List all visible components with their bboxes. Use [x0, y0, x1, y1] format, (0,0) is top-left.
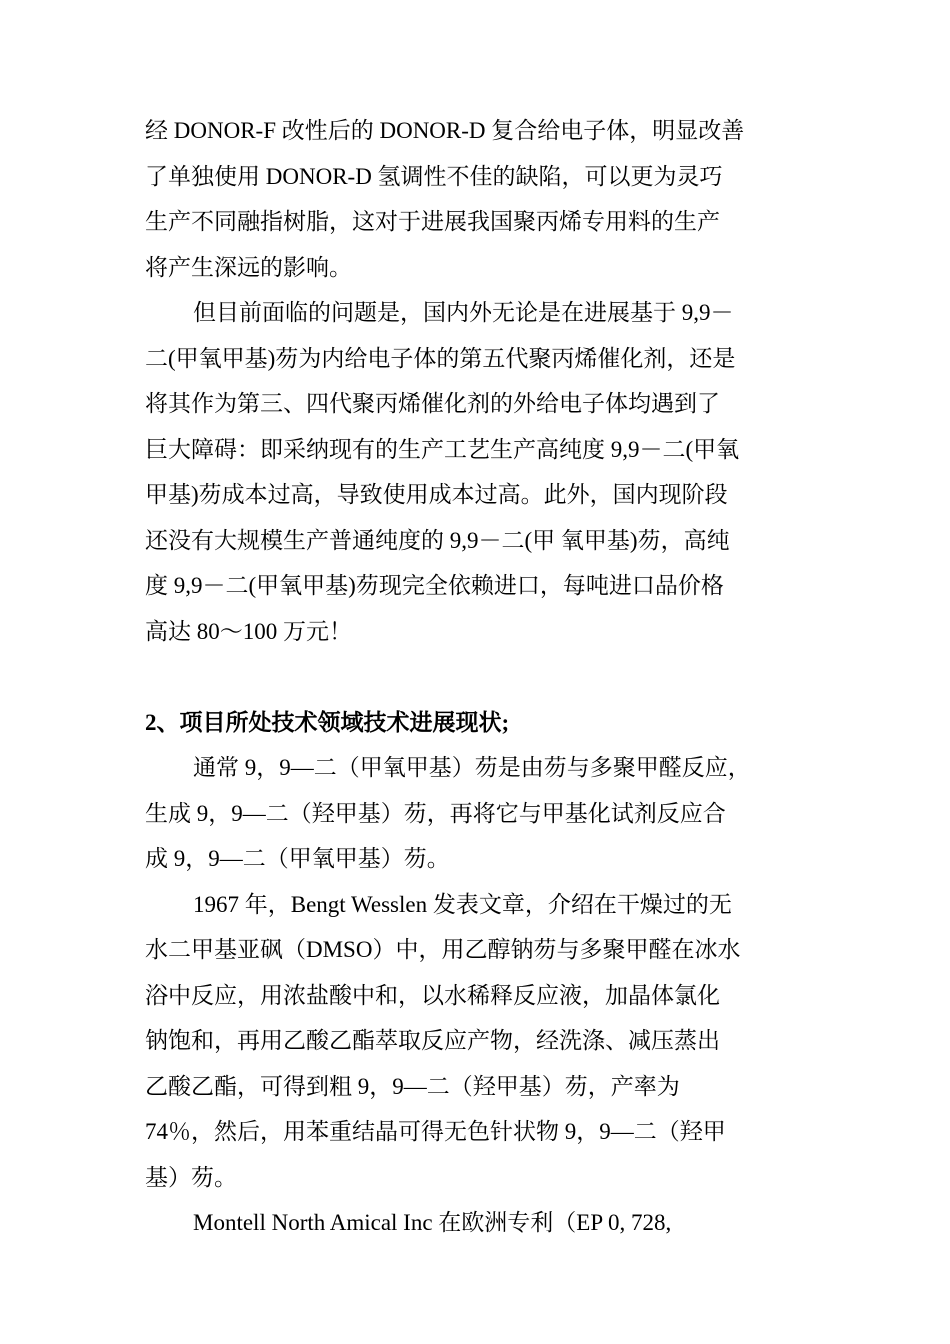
- paragraph-4-line-6: 74％，然后，用苯重结晶可得无色针状物 9，9—二（羟甲: [145, 1119, 726, 1144]
- section-heading: 2、项目所处技术领域技术进展现状;: [145, 709, 510, 735]
- paragraph-2-line-1: 但目前面临的问题是，国内外无论是在进展基于 9,9－: [193, 300, 734, 325]
- paragraph-4-line-3: 浴中反应，用浓盐酸中和，以水稀释反应液，加晶体氯化: [145, 982, 720, 1008]
- paragraph-2-line-8: 高达 80～100 万元！: [145, 618, 352, 644]
- paragraph-3-line-2: 生成 9，9—二（羟甲基）芴，再将它与甲基化试剂反应合: [145, 800, 726, 826]
- paragraph-2-line-5: 甲基)芴成本过高，导致使用成本过高。此外，国内现阶段: [145, 482, 728, 507]
- paragraph-4-line-5: 乙酸乙酯，可得到粗 9，9—二（羟甲基）芴，产率为: [145, 1073, 680, 1099]
- paragraph-2-line-6: 还没有大规模生产普通纯度的 9,9－二(甲 氧甲基)芴，高纯: [145, 527, 730, 553]
- paragraph-2-line-3: 将其作为第三、四代聚丙烯催化剂的外给电子体均遇到了: [145, 391, 720, 416]
- paragraph-1-line-4: 将产生深远的影响。: [145, 254, 352, 280]
- paragraph-2-line-4: 巨大障碍：即采纳现有的生产工艺生产高纯度 9,9－二(甲氧: [145, 436, 740, 462]
- paragraph-1-line-1: 经 DONOR-F 改性后的 DONOR-D 复合给电子体，明显改善: [145, 118, 745, 143]
- paragraph-4-line-7: 基）芴。: [145, 1164, 237, 1190]
- paragraph-3-line-1: 通常 9，9—二（甲氧甲基）芴是由芴与多聚甲醛反应，: [193, 755, 751, 780]
- document-body: [145, 108, 807, 1246]
- paragraph-4-line-1: 1967 年，Bengt Wesslen 发表文章，介绍在干燥过的无: [193, 891, 732, 917]
- blank-line: [145, 654, 807, 700]
- paragraph-3-line-3: 成 9，9—二（甲氧甲基）芴。: [145, 846, 450, 871]
- paragraph-5-line-1: Montell North Amical Inc 在欧洲专利（EP 0, 728,: [193, 1210, 672, 1235]
- paragraph-1-line-2: 了单独使用 DONOR-D 氢调性不佳的缺陷，可以更为灵巧: [145, 163, 723, 189]
- paragraph-4-line-2: 水二甲基亚砜（DMSO）中，用乙醇钠芴与多聚甲醛在冰水: [145, 937, 741, 962]
- paragraph-2-line-7: 度 9,9－二(甲氧甲基)芴现完全依赖进口，每吨进口品价格: [145, 573, 724, 598]
- paragraph-4-line-4: 钠饱和，再用乙酸乙酯萃取反应产物，经洗涤、减压蒸出: [145, 1028, 720, 1053]
- paragraph-1-line-3: 生产不同融指树脂，这对于进展我国聚丙烯专用料的生产: [145, 209, 720, 234]
- paragraph-2-line-2: 二(甲氧甲基)芴为内给电子体的第五代聚丙烯催化剂，还是: [145, 345, 736, 371]
